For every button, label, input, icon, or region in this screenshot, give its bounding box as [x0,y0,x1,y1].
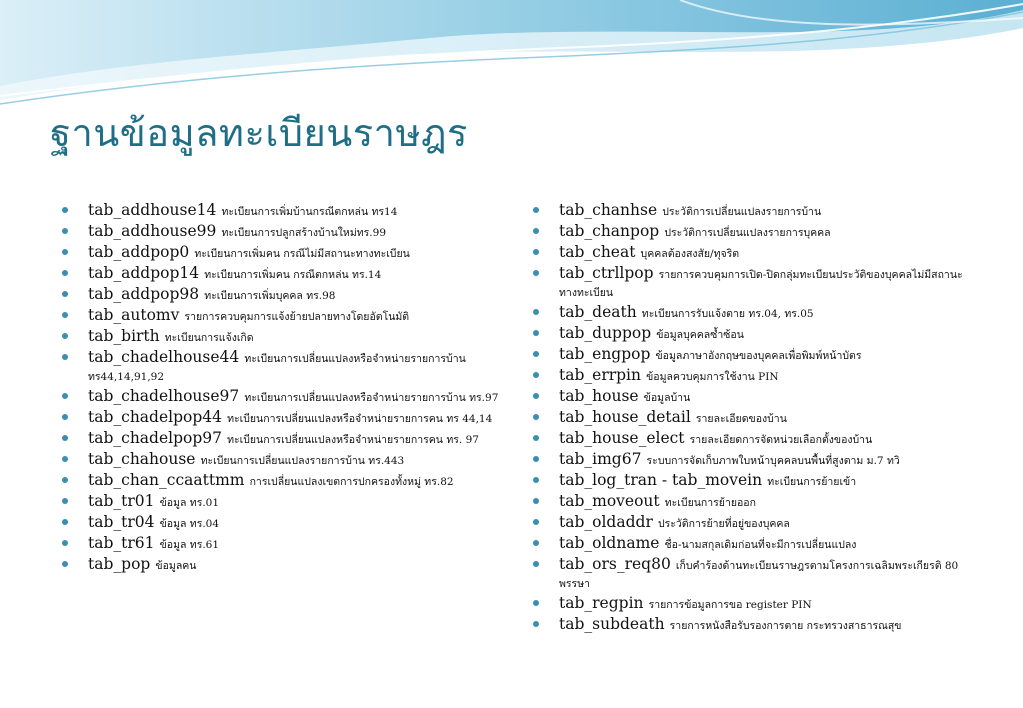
list-item [533,448,973,469]
table-description: ระบบการจัดเก็บภาพใบหน้าบุคคลบนพื้นที่สูงตาม ม.7 ทวิ [646,455,900,467]
list-item [533,322,973,343]
list-item [62,469,502,490]
bullet-icon [533,309,539,315]
table-description: ทะเบียนการเพิ่มคน กรณีไม่มีสถานะทางทะเบียน [194,248,410,260]
table-description: ทะเบียนการรับแจ้งตาย ทร.04, ทร.05 [641,308,814,320]
table-name: tab_addhouse14 [88,201,217,219]
bullet-icon [62,561,68,567]
bullet-icon [533,561,539,567]
table-description: ทะเบียนการเปลี่ยนแปลงรายการบ้าน ทร.443 [200,455,405,467]
list-item [62,553,502,574]
table-description: การเปลี่ยนแปลงเขตการปกครองทั้งหมู่ ทร.82 [249,476,454,488]
bullet-icon [62,354,68,360]
list-item [533,220,973,241]
bullet-icon [533,456,539,462]
table-description: รายการควบคุมการเปิด-ปิดกลุ่มทะเบียนประวัติของบุคคลไม่มีสถานะทางทะเบียน [559,269,963,299]
table-name: tab_addhouse99 [88,222,217,240]
bullet-icon [62,414,68,420]
table-name: tab_chadelhouse97 [88,387,240,405]
list-item [533,301,973,322]
bullet-icon [533,228,539,234]
table-name: tab_pop [88,555,151,573]
table-description: รายการหนังสือรับรองการตาย กระทรวงสาธารณสุข [669,620,902,632]
list-item [533,241,973,262]
bullet-icon [533,435,539,441]
table-name: tab_duppop [559,324,652,342]
bullet-icon [533,270,539,276]
list-item [62,448,502,469]
list-item [533,592,973,613]
list-item [533,364,973,385]
bullet-icon [533,393,539,399]
bullet-icon [533,477,539,483]
bullet-icon [62,228,68,234]
table-description: ข้อมูลบ้าน [643,392,691,404]
table-name: tab_birth [88,327,160,345]
table-name: tab_log_tran - tab_movein [559,471,763,489]
table-description: รายการข้อมูลการขอ register PIN [648,599,812,611]
table-description: ข้อมูล ทร.01 [159,497,220,509]
list-item [62,427,502,448]
bullet-icon [533,621,539,627]
bullet-icon [533,330,539,336]
list-item [62,304,502,325]
list-item [533,427,973,448]
table-description: เก็บคำร้องด้านทะเบียนราษฎรตามโครงการเฉลิมพระเกียรติ 80 พรรษา [559,560,959,590]
right-table-list [533,199,973,634]
bullet-icon [62,249,68,255]
bullet-icon [533,249,539,255]
table-name: tab_moveout [559,492,660,510]
list-item [62,241,502,262]
table-name: tab_addpop98 [88,285,200,303]
bullet-icon [533,540,539,546]
table-description: ข้อมูลคน [155,560,197,572]
bullet-icon [62,519,68,525]
table-description: ทะเบียนการเพิ่มคน กรณีตกหล่น ทร.14 [204,269,382,281]
bullet-icon [62,207,68,213]
table-description: ทะเบียนการปลูกสร้างบ้านใหม่ทร.99 [221,227,387,239]
list-item [533,199,973,220]
table-name: tab_house [559,387,639,405]
table-description: ทะเบียนการเปลี่ยนแปลงหรือจำหน่ายรายการคน ทร. 97 [227,434,479,446]
table-name: tab_chadelpop44 [88,408,222,426]
list-item [62,262,502,283]
list-item [533,343,973,364]
list-item [533,406,973,427]
list-item [533,532,973,553]
bullet-icon [62,477,68,483]
table-description: ทะเบียนการเปลี่ยนแปลงหรือจำหน่ายรายการคน ทร 44,14 [227,413,493,425]
list-item [533,385,973,406]
bullet-icon [62,498,68,504]
table-description: ทะเบียนการเพิ่มบ้านกรณีตกหล่น ทร14 [221,206,398,218]
table-description: ทะเบียนการย้ายเข้า [767,476,857,488]
table-name: tab_chadelhouse44 [88,348,240,366]
list-item [533,490,973,511]
table-description: ประวัติการเปลี่ยนแปลงรายการบ้าน [662,206,822,218]
bullet-icon [533,498,539,504]
table-name: tab_house_detail [559,408,691,426]
table-description: ข้อมูลควบคุมการใช้งาน PIN [646,371,779,383]
table-name: tab_chadelpop97 [88,429,222,447]
bullet-icon [62,270,68,276]
table-description: ข้อมูล ทร.61 [159,539,220,551]
bullet-icon [533,600,539,606]
bullet-icon [533,351,539,357]
table-description: รายละเอียดการจัดหน่วยเลือกตั้งของบ้าน [689,434,873,446]
left-table-list [62,199,502,574]
table-name: tab_ors_req80 [559,555,671,573]
table-name: tab_chanhse [559,201,658,219]
list-item [62,283,502,304]
table-description: ทะเบียนการย้ายออก [664,497,756,509]
list-item [62,385,502,406]
list-item [533,469,973,490]
table-name: tab_automv [88,306,180,324]
bullet-icon [533,414,539,420]
list-item [533,613,973,634]
bullet-icon [62,291,68,297]
table-description: ข้อมูล ทร.04 [159,518,220,530]
table-description: บุคคลต้องสงสัย/ทุจริต [640,248,740,260]
table-description: ข้อมูลบุคคลซ้ำซ้อน [656,329,744,341]
table-name: tab_addpop14 [88,264,200,282]
bullet-icon [533,519,539,525]
list-item [62,532,502,553]
list-item [533,511,973,532]
table-name: tab_tr61 [88,534,155,552]
bullet-icon [533,207,539,213]
header-wave-decoration [0,0,1023,110]
table-description: ทะเบียนการแจ้งเกิด [164,332,254,344]
table-name: tab_death [559,303,637,321]
list-item [62,325,502,346]
table-name: tab_engpop [559,345,651,363]
bullet-icon [62,333,68,339]
table-name: tab_chan_ccaattmm [88,471,245,489]
table-name: tab_tr04 [88,513,155,531]
table-name: tab_house_elect [559,429,685,447]
bullet-icon [62,456,68,462]
table-description: ทะเบียนการเพิ่มบุคคล ทร.98 [204,290,336,302]
table-name: tab_oldaddr [559,513,653,531]
list-item [62,346,502,385]
bullet-icon [62,393,68,399]
table-description: ข้อมูลภาษาอังกฤษของบุคคลเพื่อพิมพ์หน้าบัตร [655,350,862,362]
bullet-icon [62,435,68,441]
table-description: ประวัติการย้ายที่อยู่ของบุคคล [657,518,790,530]
table-name: tab_cheat [559,243,636,261]
bullet-icon [533,372,539,378]
bullet-icon [62,540,68,546]
list-item [62,511,502,532]
table-name: tab_ctrllpop [559,264,654,282]
list-item [62,490,502,511]
list-item [533,553,973,592]
table-name: tab_addpop0 [88,243,190,261]
list-item [62,220,502,241]
table-name: tab_subdeath [559,615,665,633]
table-description: ชื่อ-นามสกุลเดิมก่อนที่จะมีการเปลี่ยนแปลง [664,539,857,551]
table-description: รายการควบคุมการแจ้งย้ายปลายทางโดยอัตโนมัติ [184,311,410,323]
table-name: tab_tr01 [88,492,155,510]
table-name: tab_img67 [559,450,642,468]
table-name: tab_oldname [559,534,660,552]
table-name: tab_regpin [559,594,644,612]
bullet-icon [62,312,68,318]
slide-title: ฐานข้อมูลทะเบียนราษฎร [50,111,468,155]
list-item [62,406,502,427]
table-name: tab_chahouse [88,450,196,468]
list-item [533,262,973,301]
table-description: ทะเบียนการเปลี่ยนแปลงหรือจำหน่ายรายการบ้าน ทร44,14,91,92 [88,353,466,383]
table-name: tab_chanpop [559,222,660,240]
table-name: tab_errpin [559,366,641,384]
table-description: ประวัติการเปลี่ยนแปลงรายการบุคคล [664,227,831,239]
table-description: ทะเบียนการเปลี่ยนแปลงหรือจำหน่ายรายการบ้าน ทร.97 [244,392,499,404]
table-description: รายละเอียดของบ้าน [695,413,787,425]
list-item [62,199,502,220]
